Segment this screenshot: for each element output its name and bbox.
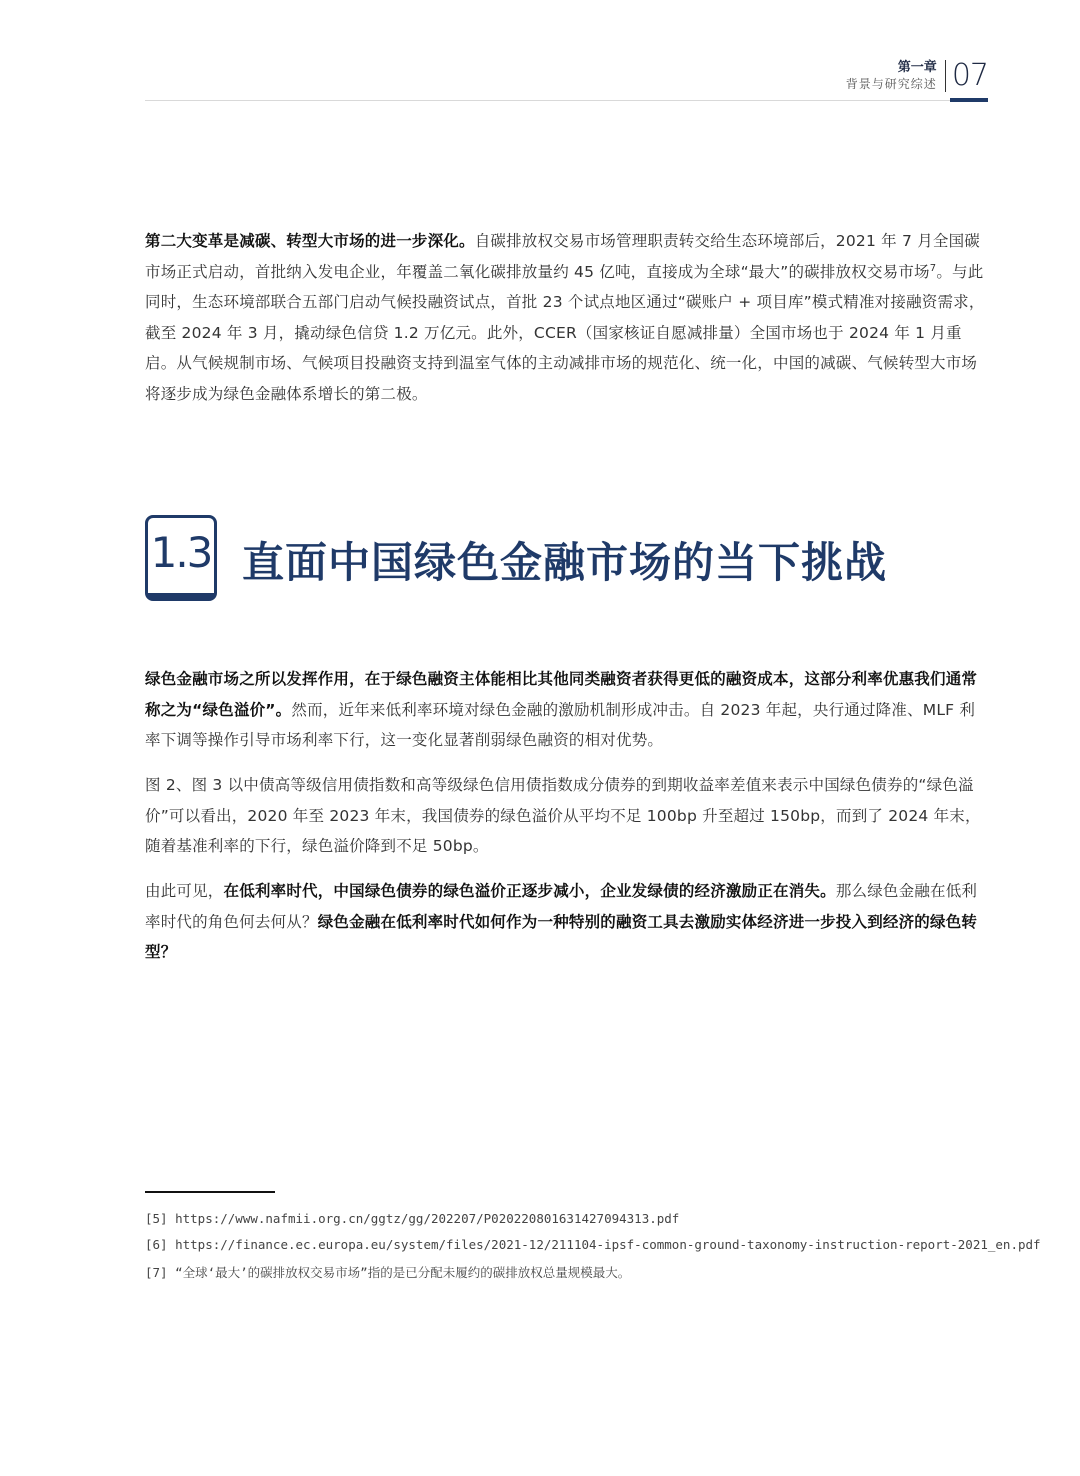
page-header (846, 58, 988, 93)
section-number: 1.3 (150, 528, 212, 577)
paragraph-emphasis: 绿色金融在低利率时代如何作为一种特别的融资工具去激励实体经济进一步投入到经济的绿色转型？ (145, 912, 978, 961)
paragraph-conclusion (145, 876, 990, 968)
paragraph-lead: 绿色金融市场之所以发挥作用，在于绿色融资主体能相比其他同类融资者获得更低的融资成本，这部分利率优惠我们通常称之为“绿色溢价”。 (145, 670, 978, 719)
chapter-label: 第一章 (897, 59, 937, 75)
header-accent-bar (950, 98, 988, 102)
chapter-info (846, 60, 937, 92)
paragraph-emphasis: 在低利率时代，中国绿色债券的绿色溢价正逐步减小，企业发绿债的经济激励正在消失。 (223, 882, 836, 900)
paragraph-green-premium (145, 664, 990, 756)
footnote-7: [7] “全球‘最大’的碳排放权交易市场”指的是已分配未履约的碳排放权总量规模最大。 (145, 1265, 631, 1280)
page-number: 07 (951, 58, 988, 93)
paragraph-text: 图 2、图 3 以中债高等级信用债指数和高等级绿色信用债指数成分债券的到期收益率差值来表示中国绿色债券的“绿色溢价”可以看出，2020 年至 2023 年末，我国债券的绿色溢价从平均不足 100bp 升至超过 150bp，而到了 2024 年末，随着基准利率的下行，绿色溢价降到不足 50bp。 (145, 776, 981, 855)
footnote-6: [6] https://finance.ec.europa.eu/system/files/2021-12/211104-ipsf-common-ground-taxonomy-instruction-report-2021_en.pdf (145, 1237, 1041, 1252)
header-rule (145, 100, 988, 101)
footnote-5: [5] https://www.nafmii.org.cn/ggtz/gg/202207/P020220801631427094313.pdf (145, 1211, 680, 1226)
paragraph-lead: 第二大变革是减碳、转型大市场的进一步深化。 (145, 232, 475, 250)
paragraph-carbon-market (145, 226, 990, 409)
paragraph-text: 由此可见， (145, 882, 224, 900)
chapter-subtitle: 背景与研究综述 (845, 76, 937, 91)
paragraph-text: 然而，近年来低利率环境对绿色金融的激励机制形成冲击。自 2023 年起，央行通过降准、MLF 利率下调等操作引导市场利率下行，这一变化显著削弱绿色融资的相对优势。 (145, 700, 976, 749)
paragraph-figure-reference (145, 770, 990, 862)
footnote-ref: 7 (929, 262, 937, 274)
paragraph-text: 自碳排放权交易市场管理职责转交给生态环境部后，2021 年 7 月全国碳市场正式启动，首批纳入发电企业，年覆盖二氧化碳排放量约 45 亿吨，直接成为全球“最大”的碳排放权交易市场 (145, 232, 980, 281)
header-divider (945, 60, 946, 92)
paragraph-text: 。与此同时，生态环境部联合五部门启动气候投融资试点，首批 23 个试点地区通过“碳账户 + 项目库”模式精准对接融资需求，截至 2024 年 3 月，撬动绿色信贷 1.2 万亿元。此外，CCER（国家核证自愿减排量）全国市场也于 2024 年 1 月重启。从气候规制市场、气候项目投融资支持到温室气体的主动减排市场的规范化、统一化，中国的减碳、气候转型大市场将逐步成为绿色金融体系增长的第二极。 (145, 262, 985, 403)
paragraph-text: 那么绿色金融在低利率时代的角色何去何从？ (145, 882, 978, 931)
footnote-rule (145, 1191, 275, 1193)
section-number-badge (145, 515, 217, 601)
section-title: 直面中国绿色金融市场的当下挑战 (242, 538, 888, 587)
